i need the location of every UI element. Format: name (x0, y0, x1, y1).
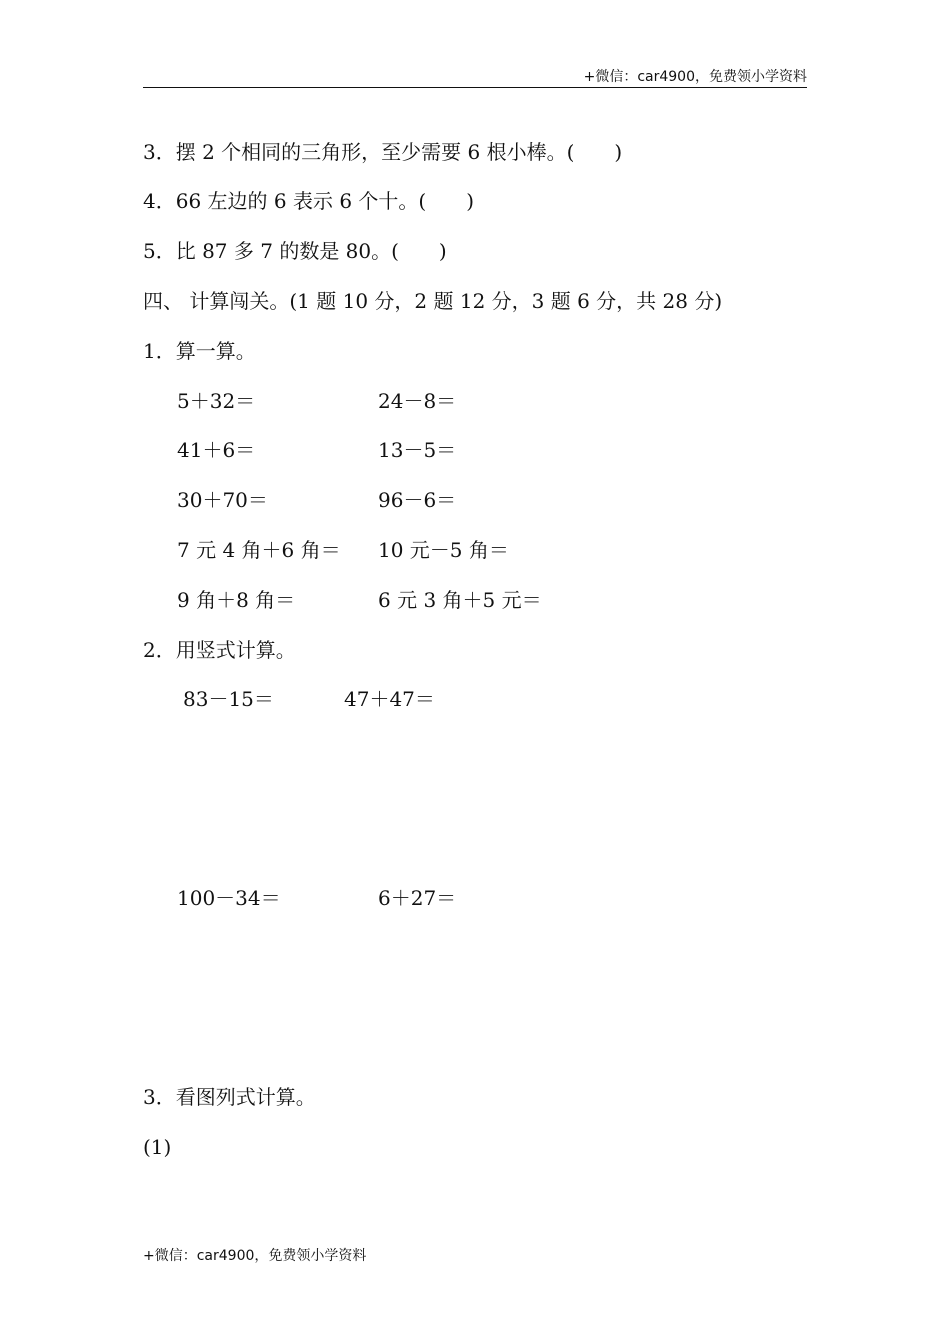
q2-row1-left: 83－15＝ (183, 687, 274, 711)
section-4-heading: 四、 计算闯关。(1 题 10 分，2 题 12 分，3 题 6 分，共 28 分) (143, 289, 723, 313)
footer-watermark-note: +微信：car4900，免费领小学资料 (143, 1248, 367, 1264)
question-4-judgement: 4．66 左边的 6 表示 6 个十。( ) (143, 189, 475, 213)
q1-row5-left: 9 角＋8 角＝ (177, 588, 296, 612)
question-3-judgement: 3．摆 2 个相同的三角形，至少需要 6 根小棒。( ) (143, 140, 623, 164)
q2-row2-right: 6＋27＝ (378, 886, 457, 910)
q1-row2-left: 41＋6＝ (177, 438, 256, 462)
q3-sub1-label: (1) (143, 1135, 172, 1159)
q1-row3-left: 30＋70＝ (177, 488, 268, 512)
q1-row4-left: 7 元 4 角＋6 角＝ (177, 538, 341, 562)
q2-row2-left: 100－34＝ (177, 886, 281, 910)
q1-row5-right: 6 元 3 角＋5 元＝ (378, 588, 542, 612)
q1-row4-right: 10 元－5 角＝ (378, 538, 509, 562)
header-watermark-note: +微信：car4900，免费领小学资料 (583, 69, 807, 85)
header-divider (143, 87, 807, 88)
q1-row3-right: 96－6＝ (378, 488, 457, 512)
q2-row1-right: 47＋47＝ (344, 687, 435, 711)
question-5-judgement: 5．比 87 多 7 的数是 80。( ) (143, 239, 447, 263)
q1-row1-left: 5＋32＝ (177, 389, 256, 413)
q3-title: 3．看图列式计算。 (143, 1085, 316, 1109)
q1-row1-right: 24－8＝ (378, 389, 457, 413)
q2-title: 2．用竖式计算。 (143, 638, 296, 662)
q1-row2-right: 13－5＝ (378, 438, 457, 462)
q1-title: 1．算一算。 (143, 339, 256, 363)
